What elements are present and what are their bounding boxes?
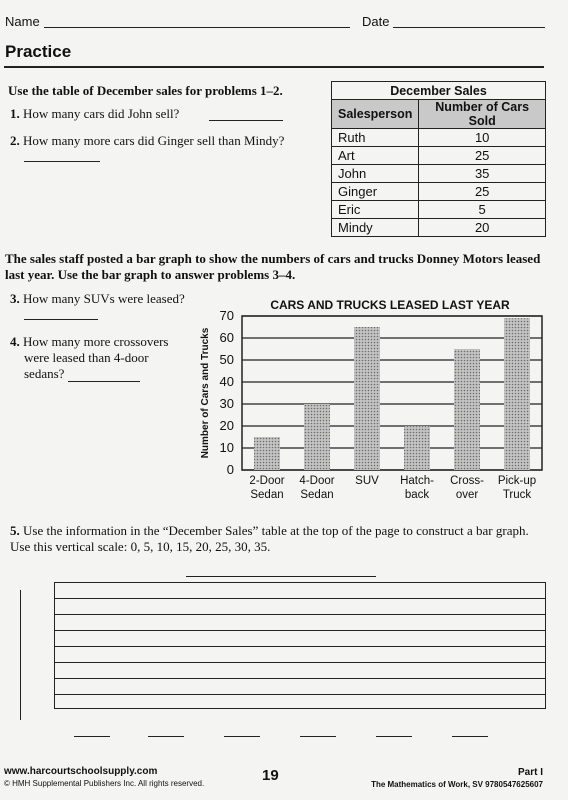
section2-intro: The sales staff posted a bar graph to show the numbers of cars and trucks Donney Motors leased last year. Use the bar graph to answer problems 3–4. [5, 251, 541, 282]
q2-number: 2. [10, 133, 20, 148]
question-2 [10, 133, 284, 149]
table-row [332, 219, 546, 237]
page-number: 19 [262, 767, 279, 784]
table-cell-name: Mindy [332, 219, 419, 237]
y-axis-label: Number of Cars and Trucks [200, 327, 211, 459]
graph-y-axis-line[interactable] [20, 590, 21, 720]
category-line-3[interactable] [224, 736, 260, 737]
q5-number: 5. [10, 523, 20, 538]
q2-answer-line[interactable] [24, 161, 100, 162]
y-tick-label: 70 [219, 308, 234, 323]
chart-title: CARS AND TRUCKS LEASED LAST YEAR [270, 298, 510, 312]
y-tick-label: 10 [219, 440, 234, 455]
table-cell-name: John [332, 165, 419, 183]
q4-answer-line[interactable] [68, 381, 140, 382]
q5-text: Use the information in the “December Sales” table at the top of the page to construct a bar graph. Use this vertical scale: 0, 5, 10, 15, 20, 25, 30, 35. [10, 523, 529, 554]
table-row [332, 183, 546, 201]
question-3 [10, 291, 185, 307]
q3-text: How many SUVs were leased? [23, 291, 185, 306]
date-label: Date [362, 14, 390, 29]
table-cell-name: Ruth [332, 129, 419, 147]
y-tick-label: 0 [226, 462, 234, 477]
bar [354, 327, 380, 470]
q2-text: How many more cars did Ginger sell than Mindy? [23, 133, 285, 148]
name-line[interactable] [44, 27, 350, 28]
bar [404, 426, 430, 470]
q4-line-1: How many more crossovers [23, 334, 169, 349]
q1-text: How many cars did John sell? [23, 106, 180, 121]
bar [504, 318, 530, 470]
date-line[interactable] [393, 27, 545, 28]
y-tick-label: 50 [219, 352, 234, 367]
x-category-label: Pick-up [497, 475, 537, 487]
grid-line [55, 694, 545, 695]
grid-line [55, 646, 545, 647]
x-category-label: over [455, 489, 479, 501]
q4-number: 4. [10, 334, 20, 349]
x-category-label: Sedan [250, 489, 284, 501]
y-tick-label: 20 [219, 418, 234, 433]
table-row [332, 201, 546, 219]
category-line-6[interactable] [452, 736, 488, 737]
table-header-salesperson: Salesperson [332, 100, 419, 129]
title-rule [4, 66, 544, 68]
grid-line [55, 614, 545, 615]
q3-answer-line[interactable] [24, 319, 98, 320]
table-cell-value: 20 [419, 219, 546, 237]
bar-chart [190, 308, 550, 520]
q4-line-3: sedans? [24, 366, 65, 381]
footer-book: The Mathematics of Work, SV 9780547625607 [371, 780, 543, 789]
x-category-label: Sedan [300, 489, 334, 501]
x-category-label: Cross- [450, 475, 484, 487]
footer-url: www.harcourtschoolsupply.com [4, 766, 158, 777]
blank-graph-grid[interactable] [54, 582, 546, 709]
graph-title-line[interactable] [186, 576, 376, 577]
x-category-label: Hatch- [400, 475, 434, 487]
x-category-label: 4-Door [299, 475, 335, 487]
table-cell-value: 5 [419, 201, 546, 219]
table-cell-value: 35 [419, 165, 546, 183]
table-cell-name: Ginger [332, 183, 419, 201]
q3-number: 3. [10, 291, 20, 306]
y-tick-label: 40 [219, 374, 234, 389]
grid-line [55, 598, 545, 599]
table-cell-name: Art [332, 147, 419, 165]
table-title: December Sales [332, 82, 546, 100]
page-title: Practice [5, 42, 72, 61]
q4-line-2: were leased than 4-door [24, 350, 149, 365]
table-cell-value: 25 [419, 183, 546, 201]
category-line-1[interactable] [74, 736, 110, 737]
december-sales-table [331, 81, 546, 237]
bar [454, 349, 480, 470]
table-row [332, 165, 546, 183]
category-line-4[interactable] [300, 736, 336, 737]
bar [254, 437, 280, 470]
footer-part: Part I [517, 767, 543, 778]
grid-line [55, 630, 545, 631]
bar [304, 404, 330, 470]
x-category-label: back [404, 489, 430, 501]
grid-line [55, 678, 545, 679]
table-row [332, 129, 546, 147]
section1-intro: Use the table of December sales for problems 1–2. [8, 83, 283, 98]
y-tick-label: 60 [219, 330, 234, 345]
x-category-label: Truck [502, 489, 532, 501]
q1-answer-line[interactable] [209, 120, 283, 121]
q1-number: 1. [10, 106, 20, 121]
category-line-2[interactable] [148, 736, 184, 737]
x-category-label: SUV [355, 475, 379, 487]
plot-frame [242, 316, 542, 470]
question-4 [10, 334, 169, 382]
table-cell-name: Eric [332, 201, 419, 219]
table-row [332, 147, 546, 165]
grid-line [55, 662, 545, 663]
table-cell-value: 25 [419, 147, 546, 165]
table-header-cars-sold: Number of Cars Sold [419, 100, 546, 129]
y-tick-label: 30 [219, 396, 234, 411]
table-cell-value: 10 [419, 129, 546, 147]
footer-copyright: © HMH Supplemental Publishers Inc. All rights reserved. [4, 779, 205, 788]
question-1 [10, 106, 179, 122]
x-category-label: 2-Door [249, 475, 285, 487]
category-line-5[interactable] [376, 736, 412, 737]
name-label: Name [5, 14, 40, 29]
question-5 [10, 523, 540, 555]
